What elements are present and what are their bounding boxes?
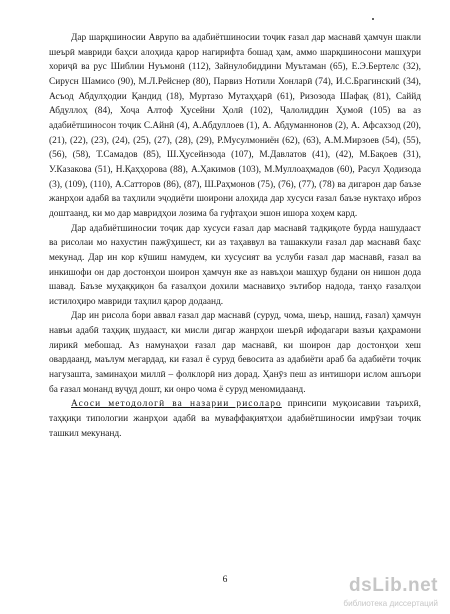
paragraph-2: Дар адабиётшиносии тоҷик дар хусуси ғазал дар маснавӣ тадқиқоте бурда нашудааст ва рисолаи мо нахустин пажӯҳишест, ки аз таҳаввул ва ташаккули ғазал дар маснавӣ баҳс мекунад. Дар ин кор кӯшиш намудем, ки хусусият ва услуби ғазал дар маснавӣ, ғазал ва инкишофи он дар достонҳои шоирон ҳамчун яке аз навъҳои машҳур будани он нишон дода шавад. Баъзе муҳаққиқон ба ғазалҳои дохили маснавиҳо эътибор надода, танҳо ғазалҳои истилоҳиро мавриди таҳлил қарор додаанд. — [49, 223, 421, 307]
body-text — [49, 31, 421, 441]
page-number: 6 — [222, 575, 228, 585]
paragraph-4 — [49, 397, 421, 441]
paragraph-3: Дар ин рисола бори аввал ғазал дар маснавӣ (суруд, чома, шеър, нашид, ғазал) ҳамчун навъи адабӣ таҳқиқ шудааст, ки мисли дигар жанрҳои шеърӣ ифодагари вазъи қаҳрамони лирикӣ мебошад. Аз намунаҳои ғазал дар маснавӣ, ки шоирон дар достонҳои хеш овардаанд, маълум мегардад, ки ғазал ё суруд бевосита аз адабиёти араб ба адабиёти тоҷик нагузашта, заминаҳои миллӣ – фолклорӣ низ дорад. Ҳанӯз пеш аз интишори ислом ашъори ба ғазал монанд вуҷуд дошт, ки онро чома ё суруд меномидаанд. — [49, 311, 421, 395]
methodology-heading: Асоси методологӣ ва назарии рисоларо — [71, 399, 282, 410]
paragraph-1: Дар шарқшиносии Аврупо ва адабиётшиносии тоҷик ғазал дар маснавӣ ҳамчун шакли шеърӣ мавриди баҳси алоҳида қарор нагирифта бошад ҳам, аммо шарқшиносони машҳури хориҷӣ ва рус Шиблии Нуъмонӣ (112), Зайнулобиддини Муътаман (65), Е.Э.Бертелс (32), Сирусн Шамисо (90), М.Л.Рейснер (80), Парвиз Нотили Хонларӣ (74), И.С.Брагинский (34), Асъод Абдулҳодии Қандид (18), Муртазо Мутаҳҳарӣ (61), Ризозода Шафақ (81), Саййд Абдуллоҳ (84), Хоҷа Алтоф Ҳусейни Ҳолӣ (102), Ҷалолиддин Ҳумоӣ (105) ва аз адабиётшиносон тоҷик С.Айнӣ (4), А.Абдуллоев (1), А. Абдуманнонов (2), А. Афсахзод (20), (21), (22), (23), (24), (25), (27), (28), (29), Р.Мусулмониён (62), (63), А.М.Мирзоев (54), (55), (56), (58), Т.Самадов (85), Ш.Ҳусейнзода (107), М.Давлатов (41), (42), М.Бақоев (31), У.Казакова (51), Н.Қаҳҳорова (88), А.Ҳакимов (103), М.Муллоаҳмадов (60), Расул Ҳодизода (3), (109), (110), А.Сатторов (86), (87), Ш.Раҳмонов (75), (76), (77), (78) ва дигарон дар баъзе жанрҳои адабӣ ва таҳлили эҷодиёти шоирони алоҳида дар хусуси ғазал баъзе нуктаҳо иброз доштаанд, ки мо дар мавридҳои лозима ба гуфтаҳои эшон ишора хоҳем кард. — [49, 33, 421, 219]
methodology-text: принсипи муқоисавии таърихӣ, таҳқиқи типологии жанрҳои адабӣ ва муваффақиятҳои адабиётшиносии имрӯзаи тоҷик ташкил мекунанд. — [49, 399, 421, 439]
watermark-logo: dsLib.net — [349, 575, 438, 596]
scan-speck — [372, 18, 374, 20]
watermark — [316, 575, 438, 609]
watermark-subtitle: библиотека диссертаций — [343, 599, 438, 608]
